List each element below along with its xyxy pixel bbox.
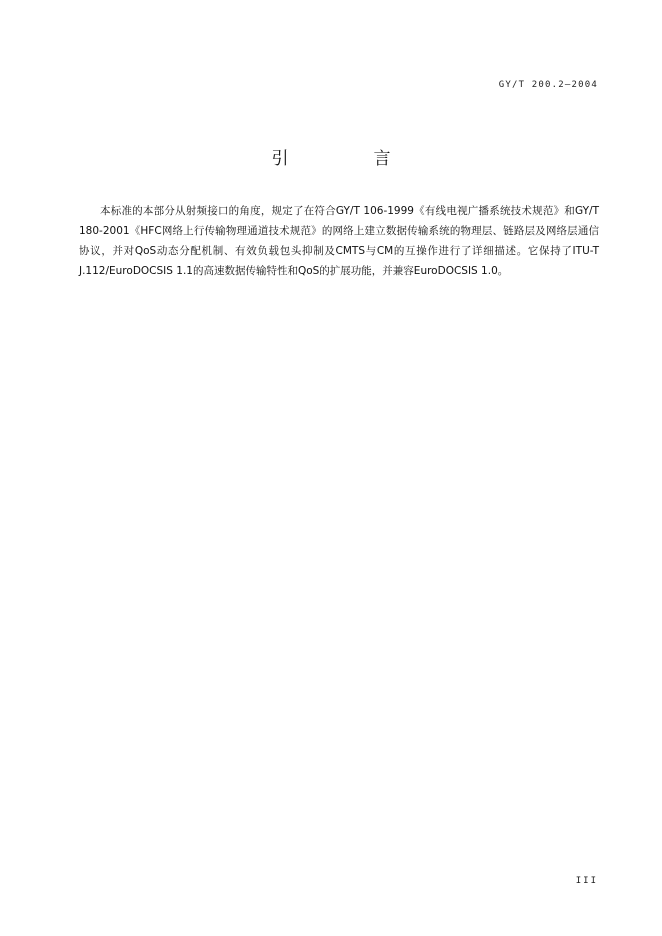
body-text <box>79 201 599 281</box>
standard-code: GY/T 200.2—2004 <box>498 80 598 90</box>
page-title: 引 言 <box>271 149 425 169</box>
page-number: III <box>575 876 598 886</box>
intro-paragraph: 本标准的本部分从射频接口的角度，规定了在符合GY/T 106-1999《有线电视广播系统技术规范》和GY/T 180-2001《HFC网络上行传输物理通道技术规范》的网络上建立数据传输系统的物理层、链路层及网络层通信协议，并对QoS动态分配机制、有效负载包头抑制及CMTS与CM的互操作进行了详细描述。它保持了ITU-T J.112/EuroDOCSIS 1.1的高速数据传输特性和QoS的扩展功能，并兼容EuroDOCSIS 1.0。 <box>79 205 599 277</box>
